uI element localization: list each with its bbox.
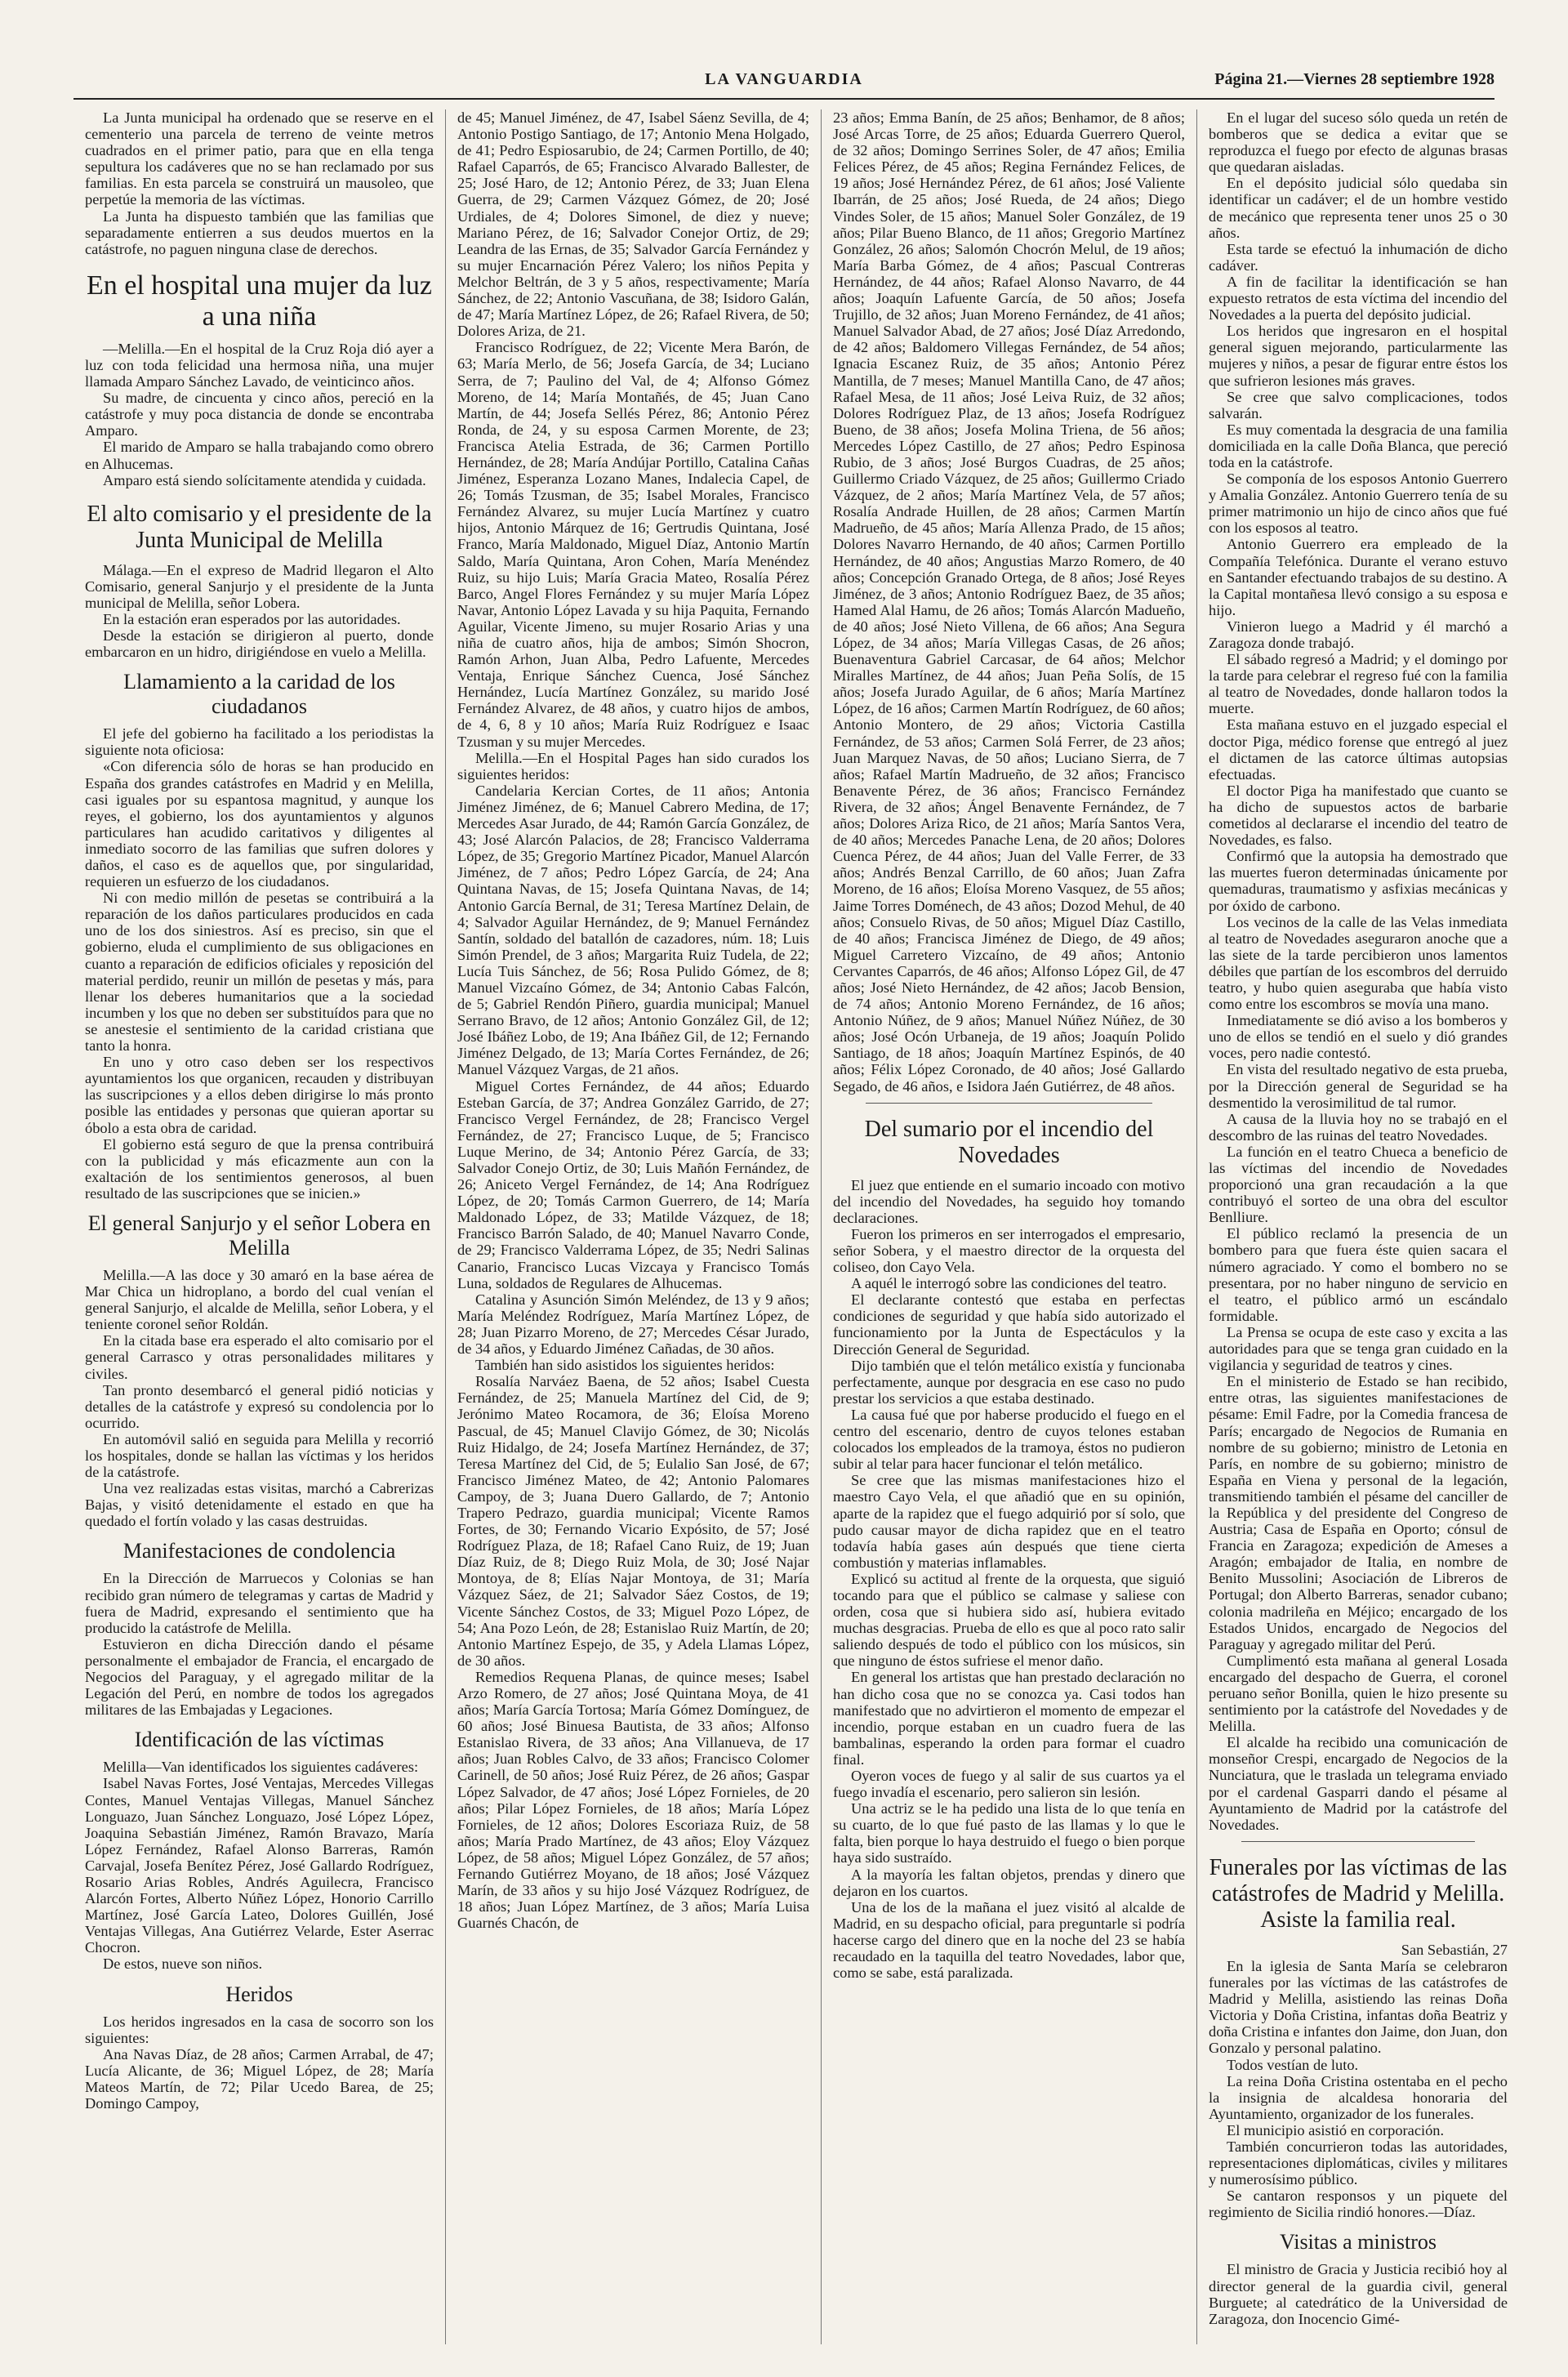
paragraph: Se cree que las mismas manifestaciones hizo el maestro Cayo Vela, el que añadió que en su opinión, aparte de la rapidez que el fuego adquirió por sí solo, que pudo causar mayor de dicha rapidez que en el teatro todavía había gases aún después que tiene cierta combustión y materias inflamables. [833,1472,1185,1571]
paragraph: A la mayoría les faltan objetos, prendas y dinero que dejaron en los cuartos. [833,1866,1185,1899]
paragraph: Se componía de los esposos Antonio Guerrero y Amalia González. Antonio Guerrero tenía de su primer matrimonio un hijo de cinco años que fué con los esposos al teatro. [1209,470,1508,537]
paragraph: Remedios Requena Planas, de quince meses; Isabel Arzo Romero, de 27 años; José Quintana Moya, de 41 años; María García Tortosa; María Gómez Domínguez, de 60 años; José Binuesa Bautista, de 33 años; Alfonso Estanislao Rivera, de 33 años; Ana Villanueva, de 17 años; Juan Robles Calvo, de 33 años; Francisco Colomer Carinell, de 50 años; José Ruiz Pérez, de 26 años; Gaspar López Salvador, de 47 años; José López Fornieles, de 20 años; Pilar López Fornieles, de 18 años; María López Fornieles, de 12 años; Dolores Escoriaza Ruiz, de 58 años; María Prado Martínez, de 43 años; Eloy Vázquez López, de 58 años; Miguel López González, de 57 años; Fernando Gutiérrez Moyano, de 18 años; José Vázquez Marín, de 33 años y su hijo José Vázquez Rodríguez, de 18 años; Juan López Martínez, de 3 años; María Luisa Guarnés Chacón, de [457,1668,809,1932]
headline-sanjurjo-lobera: El general Sanjurjo y el señor Lobera en Melilla [87,1211,431,1260]
paragraph: El jefe del gobierno ha facilitado a los periodistas la siguiente nota oficiosa: [85,725,434,759]
paragraph: El municipio asistió en corporación. [1227,2121,1445,2138]
column-1 [74,109,445,2344]
paragraph: El gobierno está seguro de que la prensa contribuirá con la publicidad y más eficazmente aun con la exaltación de los sentimientos generosos, al buen resultado de las suscripciones que se inicien.» [85,1135,434,1202]
paragraph: El declarante contestó que estaba en perfectas condiciones de seguridad y que había sido autorizado el funcionamiento por la Junta de Espectáculos y la Dirección General de Seguridad. [833,1291,1185,1358]
column-4 [1196,109,1519,2344]
paragraph: Ni con medio millón de pesetas se contribuirá a la reparación de los daños particulares producidos en cada uno de los dos siniestros. Así es preciso, sin que el gobierno, eluda el cumplimiento de sus obligaciones en cuanto a reparación de edificios oficiales y reposición del material perdido, reunir un millón de pesetas y más, para llenar los deberes humanitarios que a la sociedad incumben y los que no deben ser substituídos para que no se anestesie el sentimiento de la caridad cristiana que tanto la honra. [85,890,434,1055]
paragraph: En la estación eran esperados por las autoridades. [103,610,401,627]
paragraph: Esta mañana estuvo en el juzgado especial el doctor Piga, médico forense que entregó al juez el dictamen de las catorce últimas autopsias efectuadas. [1209,716,1508,783]
paragraph: El alcalde ha recibido una comunicación de monseñor Crespi, encargado de Negocios de la Nunciatura, que le traslada un telegrama enviado por el cardenal Gasparri dando el pésame al Ayuntamiento de Madrid por la catástrofe del Novedades. [1209,1734,1508,1833]
paragraph: El público reclamó la presencia de un bombero para que fuera éste quien sacara el número agraciado. Y como el bombero no se presentara, por no haber ninguno de servicio en el teatro, el público armó un escándalo formidable. [1209,1225,1508,1324]
paragraph: En uno y otro caso deben ser los respectivos ayuntamientos los que organicen, recauden y distribuyan las suscripciones y a ellos deben dirigirse lo más pronto posible las entidades y personas que quieran aportar su óbolo a esta obra de caridad. [85,1054,434,1136]
paragraph: La reina Doña Cristina ostentaba en el pecho la insignia de alcaldesa honoraria del Ayuntamiento, organizador de los funerales. [1209,2072,1508,2122]
paragraph: Fueron los primeros en ser interrogados el empresario, señor Sobera, y el maestro director de la orquesta del coliseo, don Cayo Vela. [833,1225,1185,1276]
paragraph: Una actriz se le ha pedido una lista de lo que tenía en su cuarto, de lo que fué pasto de las llamas y lo que le falta, bien porque lo haya destruido el fuego o bien porque haya sido sustraído. [833,1800,1185,1866]
paragraph: En general los artistas que han prestado declaración no han dicho cosa que no se conozca ya. Casi todos han manifestado que no advirtieron el momento de empezar el incendio, porque estaban en un cuadro fuera de las bambalinas, esperando la orden para formar el cuadro final. [833,1669,1185,1768]
article-columns [74,109,1519,2344]
section-divider [1241,1841,1475,1842]
headline-condolencia: Manifestaciones de condolencia [122,1539,396,1563]
paragraph: En la iglesia de Santa María se celebraron funerales por las víctimas de las catástrofes de Madrid y Melilla, asistiendo las reinas Doña Victoria y Doña Cristina, infantas doña Beatriz y doña Cristina e infantes don Jaime, don Juan, don Gonzalo y personal palatino. [1209,1957,1508,2057]
paragraph: La Junta municipal ha ordenado que se reserve en el cementerio una parcela de terreno de veinte metros cuadrados en el primer patio, para que en ella tenga sepultura los cadáveres que no se han reclamado por sus familias. En esta parcela se construirá un mausoleo, que perpetúe la memoria de las víctimas. [85,109,434,208]
newspaper-title: LA VANGUARDIA [705,70,863,88]
paragraph: A fin de facilitar la identificación se han expuesto retratos de esta víctima del incendio del Novedades a la puerta del depósito judicial. [1209,273,1508,323]
paragraph: El sábado regresó a Madrid; y el domingo por la tarde para celebrar el regreso fué con la familia al teatro de Novedades, donde hallaron todos la muerte. [1209,651,1508,717]
paragraph: En la Dirección de Marruecos y Colonias se han recibido gran número de telegramas y cartas de Madrid y fuera de Madrid, expresando el sentimiento que ha producido la catástrofe de Melilla. [85,1570,434,1636]
paragraph: Rosalía Narváez Baena, de 52 años; Isabel Cuesta Fernández, de 25; Manuela Martínez del Cid, de 9; Jerónimo Mateo Rocamora, de 36; Eloísa Moreno Pascual, de 45; Manuel Clavijo Gómez, de 30; Nicolás Ruiz Hidalgo, de 24; Josefa Martínez Hernández, de 37; Teresa Martínez del Cid, de 5; Eulalio San José, de 67; Francisco Jiménez Mateo, de 42; Antonio Palomares Campoy, de 3; Juana Duero Gallardo, de 7; Antonio Trapero Pedrazo, guardia municipal; Vicente Ramos Fortes, de 30; Fernando Vicario Expósito, de 57; José Rodríguez Plaza, de 18; Rafael Cano Ruiz, de 19; Juan Díaz Ruiz, de 8; Diego Ruiz Mola, de 30; José Najar Montoya, de 8; Elías Najar Montoya, de 31; María Vázquez Sáez, de 21; Salvador Sáez Costos, de 19; Vicente Sánchez Costos, de 33; Miguel Pozo López, de 54; Ana Pozo León, de 28; Estanislao Ruiz Martín, de 20; Antonio Martínez Espejo, de 35, y Adela Llamas López, de 30 años. [457,1373,809,1669]
dateline: San Sebastián, 27 [1401,1941,1508,1958]
paragraph: A causa de la lluvia hoy no se trabajó en el descombro de las ruinas del teatro Novedades. [1209,1110,1508,1144]
paragraph: Una vez realizadas estas visitas, marchó a Cabrerizas Bajas, y visitó detenidamente el estado en que ha quedado el fortín volado y las casas destruidas. [85,1480,434,1530]
paragraph: En el lugar del suceso sólo queda un retén de bomberos que se dedica a evitar que se reproduzca el fuego por efecto de algunas brasas que quedaran aisladas. [1209,109,1508,176]
paragraph: Confirmó que la autopsia ha demostrado que las muertes fueron determinadas únicamente por quemaduras, traumatismo y asfixias mecánicas y por óxido de carbono. [1209,848,1508,914]
paragraph: Dijo también que el telón metálico existía y funcionaba perfectamente, aunque por desgracia en ese caso no pudo prestar los servicios a que estaba destinado. [833,1357,1185,1407]
paragraph: Amparo está siendo solícitamente atendida y cuidada. [103,471,426,488]
paragraph: Melilla—Van identificados los siguientes cadáveres: [103,1759,419,1776]
paragraph: A aquél le interrogó sobre las condiciones del teatro. [851,1275,1167,1292]
paragraph: Tan pronto desembarcó el general pidió noticias y detalles de la catástrofe y expresó su condolencia por lo ocurrido. [85,1381,434,1431]
paragraph: Málaga.—En el expreso de Madrid llegaron el Alto Comisario, general Sanjurjo y el presidente de la Junta municipal de Melilla, señor Lobera. [85,561,434,611]
paragraph: —Melilla.—En el hospital de la Cruz Roja dió ayer a luz con toda felicidad una hermosa niña, una mujer llamada Amparo Sánchez Lavado, de veinticinco años. [85,340,434,390]
paragraph: 23 años; Emma Banín, de 25 años; Benhamor, de 8 años; José Arcas Torre, de 25 años; Eduarda Guerrero Querol, de 32 años; Domingo Serrines Soler, de 47 años; Emilia Felices Pérez, de 45 años; Regina Fernández Felices, de 19 años; José Hernández Pérez, de 61 años; José Valiente Ibarrán, de 25 años; José Rueda, de 24 años; Diego Vindes Soler, de 15 años; Manuel Soler González, de 19 años; Pilar Bueno Blanco, de 11 años; Gregorio Martínez González, 26 años; Salomón Chocrón Melul, de 19 años; María Barba Gómez, de 4 años; Pascual Contreras Hernández, de 44 años; Rafael Alonso Navarro, de 44 años; Joaquín Lafuente García, de 50 años; Josefa Trujillo, de 32 años; Juan Moreno Fernández, de 41 años; Manuel Salvador Abad, de 27 años; José Díaz Arredondo, de 42 años; Baldomero Villegas Fernández, de 54 años; Ignacia Escanez Ruiz, de 35 años; Antonio Pérez Mantilla, de 7 meses; Manuel Mantilla Cano, de 47 años; Rafael Mesa, de 11 años; José Leiva Ruiz, de 32 años; Dolores Rodríguez Plaz, de 13 años; Josefa Rodríguez Bueno, de 38 años; Josefa Molina Triena, de 56 años; Mercedes López Castillo, de 27 años; Pedro Espinosa Rubio, de 3 años; José Burgos Cuadras, de 25 años; Guillermo Criado Vázquez, de 25 años; Guillermo Criado Vázquez, de 2 años; María Martínez Vela, de 57 años; Rosalía Andrade Huillen, de 28 años; Carmen Martín Madrueño, de 45 años; María Allenza Prado, de 15 años; Dolores Navarro Hernando, de 40 años; Carmen Portillo Hernández, de 40 años; Angustias Marzo Romero, de 40 años; Concepción Granado Ortega, de 8 años; José Reyes Jiménez, de 3 años; Antonio Rodríguez Baez, de 35 años; Hamed Alal Hamu, de 26 años; Tomás Alarcón Madueño, de 40 años; José Nieto Villena, de 66 años; Ana Segura López, de 34 años; María Villegas Casas, de 26 años; Buenaventura Gabriel Carcasar, de 64 años; Melchor Miralles Martínez, de 44 años; Juan Peña Solís, de 15 años; Josefa Jurado Aguilar, de 6 años; María Martínez López, de 16 años; Carmen Martín Rodríguez, de 60 años; Antonio Montero, de 29 años; Victoria Castilla Fernández, de 53 años; Carmen Solá Ferrer, de 23 años; Juan Marquez Navas, de 50 años; Luciano Sierra, de 7 años; Rafael Martín Madrueño, de 32 años; Francisco Benavente Pérez, de 36 años; Francisco Fernández Rivera, de 32 años; Ángel Benavente Fernández, de 7 años; Dolores Ariza Rico, de 21 años; María Santos Vera, de 40 años; Mercedes Panache Lena, de 20 años; Dolores Cuenca Pérez, de 44 años; Juan del Valle Ferrer, de 33 años; Andrés Benzal Carrillo, de 60 años; Juan Zafra Moreno, de 16 años; Eloísa Moreno Vasquez, de 55 años; Jaime Torres Doménech, de 43 años; Dozod Mehul, de 40 años; Consuelo Rivas, de 50 años; Miguel Díaz Castillo, de 40 años; Francisca Jiménez de Diego, de 49 años; Miguel Carretero Vizcaíno, de 49 años; Antonio Cervantes Caparrós, de 46 años; Alfonso López Gil, de 47 años; José Nieto Hernández, de 42 años; Jacob Bension, de 74 años; Antonio Moreno Fernández, de 16 años; Antonio Núñez, de 9 años; Manuel Núñez Núñez, de 30 años; José Ocón Urbaneja, de 19 años; Joaquín Polido Santiago, de 18 años; Joaquín Martínez Espinós, de 40 años; Félix López Coronado, de 40 años; José Gallardo Segado, de 46 años, e Isidora Jaén Gutiérrez, de 48 años. [833,109,1185,1095]
paragraph: En el depósito judicial sólo quedaba sin identificar un cadáver; el de un hombre vestido de mecánico que representa tener unos 25 o 30 años. [1209,175,1508,241]
paragraph: Antonio Guerrero era empleado de la Compañía Telefónica. Durante el verano estuvo en Santander efectuando trabajos de su destino. A la Capital montañesa llevó consigo a su esposa e hijo. [1209,536,1508,618]
paragraph: Inmediatamente se dió aviso a los bomberos y uno de ellos se tendió en el suelo y dió grandes voces, pero nadie contestó. [1209,1012,1508,1062]
paragraph: Explicó su actitud al frente de la orquesta, que siguió tocando para que el público se calmase y saliese con orden, cosa que si hubiera sido así, hubiera evitado muchas desgracias. Prueba de ello es que al poco rato salir saliendo después de todo el público con los músicos, sin que ninguno de éstos sufriese el menor daño. [833,1570,1185,1670]
headline-identificacion: Identificación de las víctimas [134,1728,385,1752]
paragraph: En vista del resultado negativo de esta prueba, por la Dirección general de Seguridad se ha desmentido la verosimilitud de tal rumor. [1209,1061,1508,1111]
paragraph: Los vecinos de la calle de las Velas inmediata al teatro de Novedades aseguraron anoche que a las siete de la tarde percibieron unos lamentos débiles que partían de los escombros del derruido teatro, y hubo quien aseguraba que había visto como entre los escombros se movía una mano. [1209,913,1508,1013]
paragraph: de 45; Manuel Jiménez, de 47, Isabel Sáenz Sevilla, de 4; Antonio Postigo Santiago, de 17; Antonio Mena Holgado, de 41; Pedro Espiosarubio, de 24; Carmen Portillo, de 40; Rafael Caparrós, de 65; Francisco Alvarado Ballester, de 25; José Haro, de 12; Antonio Pérez, de 33; Juan Elena Guerra, de 29; Carmen Vázquez Gómez, de 20; José Urdiales, de 4; Dolores Simonel, de diez y nueve; Mariano Pérez, de 16; Salvador Conejor Ortiz, de 29; Leandra de las Ernas, de 35; Salvador García Fernández y su mujer Encarnación Pérez Valero; los niños Pepita y Melchor Beltrán, de 3 y 5 años, respectivamente; María Sánchez, de 22; Antonio Vascuñana, de 38; Isidoro Galán, de 47; María Martínez López, de 26; Rafael Rivera, de 50; Dolores Ariza, de 21. [457,109,809,340]
paragraph: El ministro de Gracia y Justicia recibió hoy al director general de la guardia civil, general Burguete; al catedrático de la Universidad de Zaragoza, don Inocencio Gimé- [1209,2261,1508,2327]
section-divider [866,1103,1152,1104]
paragraph: El doctor Piga ha manifestado que cuanto se ha dicho de supuestos actos de barbarie cometidos al declararse el incendio del teatro de Novedades, es falso. [1209,782,1508,849]
paragraph: Ana Navas Díaz, de 28 años; Carmen Arrabal, de 47; Lucía Alicante, de 36; Miguel López, de 28; María Mateos Martín, de 72; Pilar Ucedo Barea, de 25; Domingo Campoy, [85,2045,434,2112]
paragraph: Oyeron voces de fuego y al salir de sus cuartos ya el fuego invadía el escenario, pero salieron sin lesión. [833,1768,1185,1801]
headline-hospital: En el hospital una mujer da luz a una niña [87,270,432,332]
paragraph: También han sido asistidos los siguientes heridos: [475,1357,775,1374]
paragraph: Melilla.—En el Hospital Pages han sido curados los siguientes heridos: [457,749,809,783]
paragraph: Los heridos que ingresaron en el hospital general siguen mejorando, particularmente las mujeres y niños, a pesar de figurar entre éstos los que sufrieron lesiones más graves. [1209,323,1508,389]
paragraph: Catalina y Asunción Simón Meléndez, de 13 y 9 años; María Meléndez Rodríguez, María Martínez López, de 28; Juan Pizarro Moreno, de 27; Mercedes César Jurado, de 34 años, y Eduardo Jiménez Cañadas, de 30 años. [457,1291,809,1358]
paragraph: En el ministerio de Estado se han recibido, entre otras, las siguientes manifestaciones de pésame: Emil Fadre, por la Comedia francesa de París; encargado de Negocios de Rumania en nombre de su gobierno; ministro de Letonia en París, en nombre de su gobierno; ministro de España en Viena y personal de la legación, transmitiendo también el pésame del canciller de la República y del presidente del Congreso de Austria; Casa de España en Oporto; cónsul de Francia en Zaragoza; expedición de Ameses a Aragón; embajador de Italia, en nombre de Benito Mussolini; Asociación de Libreros de Portugal; don Alberto Barreras, senador cubano; colonia madrileña en Méjico; encargado de los Estados Unidos, encargado de Negocios del Paraguay y agregado militar del Perú. [1209,1373,1508,1652]
paragraph: La Junta ha dispuesto también que las familias que separadamente entierren a sus deudos muertos en la catástrofe, no paguen ninguna clase de derechos. [85,207,434,257]
paragraph: El juez que entiende en el sumario incoado con motivo del incendio del Novedades, ha seguido hoy tomando declaraciones. [833,1176,1185,1226]
paragraph: También concurrieron todas las autoridades, representaciones diplomáticas, civiles y militares y numerosísimo público. [1209,2138,1508,2188]
paragraph: En la citada base era esperado el alto comisario por el general Carrasco y otras personalidades militares y civiles. [85,1332,434,1382]
page-info: Página 21.—Viernes 28 septiembre 1928 [1214,70,1494,88]
paragraph: Los heridos ingresados en la casa de socorro son los siguientes: [85,2013,434,2046]
paragraph: Es muy comentada la desgracia de una familia domiciliada en la calle Doña Blanca, que pereció toda en la catástrofe. [1209,421,1508,470]
headline-heridos: Heridos [225,1982,293,2006]
paragraph: Isabel Navas Fortes, José Ventajas, Mercedes Villegas Contes, Manuel Ventajas Villegas, Manuel Sánchez Longuazo, Juan Sánchez Longuazo, José López López, Joaquina Sebastián Jiménez, Ramón Bravazo, María López Fernández, Rafael Alonso Barreras, Ramón Carvajal, Josefa Benítez Pérez, José Gallardo Rodríguez, Rosario Arias Robles, Andrés Aguilecra, Francisco Alarcón Fortes, Alberto Núñez López, Honorio Carrillo Martínez, José García Lateo, Dolores Guillén, José Ventajas Villegas, Ana Gutiérrez Velarde, Ester Aserrac Chocron. [85,1775,434,1956]
paragraph: Su madre, de cincuenta y cinco años, pereció en la catástrofe y muy poca distancia de donde se encontraba Amparo. [85,390,434,439]
headline-funerales: Funerales por las víctimas de las catástrofes de Madrid y Melilla. Asiste la familia real. [1209,1854,1508,1933]
paragraph: Vinieron luego a Madrid y él marchó a Zaragoza donde trabajó. [1209,618,1508,651]
paragraph: Se cree que salvo complicaciones, todos salvarán. [1209,388,1508,421]
paragraph: Estuvieron en dicha Dirección dando el pésame personalmente el embajador de Francia, el encargado de Negocios del Paraguay, y el agregado militar de la Legación del Perú, en nombre de todos los agregados militares de las Embajadas y Legaciones. [85,1635,434,1719]
paragraph: Todos vestían de luto. [1227,2056,1359,2073]
paragraph: La Prensa se ocupa de este caso y excita a las autoridades para que se tenga gran cuidado en la vigilancia y seguridad de teatros y cines. [1209,1323,1508,1374]
paragraph: Una de los de la mañana el juez visitó al alcalde de Madrid, en su despacho oficial, para preguntarle si podría hacerse cargo del dinero que en la noche del 23 se había recaudado en la taquilla del teatro Novedades, labor que, como se sabe, está paralizada. [833,1898,1185,1982]
paragraph: Melilla.—A las doce y 30 amaró en la base aérea de Mar Chica un hidroplano, a bordo del cual venían el general Sanjurjo, el alcalde de Melilla, señor Lobera, y el teniente coronel señor Roldán. [85,1266,434,1333]
masthead [74,70,1494,100]
paragraph: De estos, nueve son niños. [103,1956,263,1973]
headline-visitas-ministros: Visitas a ministros [1280,2230,1437,2254]
paragraph: El marido de Amparo se halla trabajando como obrero en Alhucemas. [85,439,434,472]
column-2 [445,109,821,2344]
column-3 [821,109,1196,2344]
paragraph: Se cantaron responsos y un piquete del regimiento de Sicilia rindió honores.—Díaz. [1209,2187,1508,2221]
paragraph: La función en el teatro Chueca a beneficio de las víctimas del incendio de Novedades proporcionó una gran recaudación a la que contribuyó el sorteo de una obra del escultor Benlliure. [1209,1143,1508,1226]
paragraph: Miguel Cortes Fernández, de 44 años; Eduardo Esteban García, de 37; Andrea González Garrido, de 27; Francisco Vergel Fernández, de 28; Francisco Vergel Fernández, de 27; Francisco Luque, de 5; Francisco Luque Merino, de 34; Antonio Pérez García, de 33; Salvador Conejo Ortiz, de 30; Luis Mañón Fernández, de 26; Aniceto Vergel Fernández, de 14; Ana Rodríguez López, de 20; Tomás Carmon Guerrero, de 14; María Maldonado López, de 33; Matilde Vázquez, de 18; Francisco Barrón Salado, de 40; Manuel Navarro Conde, de 29; Francisco Valderrama López, de 35; Nedri Salinas Canario, Francisco Lucas Vizcaya y Francisco Tomás Luna, soldados de Regulares de Alhucemas. [457,1077,809,1291]
paragraph: Desde la estación se dirigieron al puerto, donde embarcaron en un hidro, dirigiéndose en vuelo a Melilla. [85,627,434,661]
headline-sumario-novedades: Del sumario por el incendio del Novedades [864,1116,1154,1168]
paragraph: «Con diferencia sólo de horas se han producido en España dos grandes catástrofes en Madrid y en Melilla, casi iguales por su espantosa magnitud, y aunque los reyes, el gobierno, los dos ayuntamientos y algunos particulares han acudido caritativos y diligentes al inmediato socorro de las familias que sufren dolores y daños, el caso es de aquellos que, por singularidad, requieren un esfuerzo de los ciudadanos. [85,758,434,890]
headline-alto-comisario: El alto comisario y el presidente de la Junta Municipal de Melilla [87,501,432,553]
paragraph: En automóvil salió en seguida para Melilla y recorrió los hospitales, donde se hallan las víctimas y los heridos de la catástrofe. [85,1430,434,1481]
paragraph: Cumplimentó esta mañana al general Losada encargado del despacho de Guerra, el coronel peruano señor Bonilla, quien le hizo presente su sentimiento por la catástrofe del Novedades y de Melilla. [1209,1652,1508,1735]
paragraph: Esta tarde se efectuó la inhumación de dicho cadáver. [1209,240,1508,274]
paragraph: La causa fué que por haberse producido el fuego en el centro del escenario, dentro de cuyos telones estaban colocados los empleados de la tramoya, éstos no pudieron subir al telar para hacer funcionar el telón metálico. [833,1406,1185,1473]
headline-llamamiento: Llamamiento a la caridad de los ciudadanos [123,670,395,719]
paragraph: Candelaria Kercian Cortes, de 11 años; Antonia Jiménez Jiménez, de 6; Manuel Cabrero Medina, de 17; Mercedes Asar Jurado, de 44; Ramón García González, de 43; José Alarcón Palacios, de 28; Francisco Valderrama López, de 35; Gregorio Martínez Picador, Manuel Alarcón Jiménez, de 7 años; Pedro López García, de 24; Ana Quintana Navas, de 15; Josefa Quintana Navas, de 14; Antonio García Bernal, de 31; Teresa Martínez Delain, de 4; Salvador Aguilar Hernández, de 9; Manuel Fernández Santín, soldado del batallón de cazadores, núm. 18; Luis Simón Prendel, de 3 años; Margarita Ruiz Tudela, de 22; Lucía Tuis Sánchez, de 56; Rosa Pulido Gómez, de 8; Manuel Vizcaíno Gómez, de 34; Antonio Cabas Falcón, de 5; Gabriel Rendón Piñero, guardia municipal; Manuel Serrano Bravo, de 12 años; Antonio González Gil, de 12; José Ibáñez Lobo, de 19; Ana Ibáñez Gil, de 12; Fernando Jiménez Delgado, de 13; María Cortes Fernández, de 26; Manuel Vázquez Vargas, de 21 años. [457,782,809,1078]
paragraph: Francisco Rodríguez, de 22; Vicente Mera Barón, de 63; María Merlo, de 56; Josefa García, de 34; Luciano Serra, de 7; Paulino del Val, de 4; Alfonso Gómez Moreno, de 14; María Montañés, de 45; Juan Cano Martín, de 44; Josefa Sellés Pérez, 86; Antonio Pérez Ronda, de 24, y su esposa Carmen Morente, de 23; Francisca Atelia Estrada, de 36; Carmen Portillo Hernández, de 28; María Andújar Portillo, Catalina Cañas Jiménez, Esperanza Lozano Manes, Indalecia Capel, de 26; Tomás Tzusman, de 35; Isabel Morales, Francisco Fernández Alvarez, su mujer Lucía Martínez y cuatro hijos, Antonio Márquez de 16; Gertrudis Quintana, José Franco, María Maldonado, Miguel Díaz, Antonio Martín Saldo, María Quintana, Aron Cohen, María Menéndez Ruiz, su hijo Luis; María Gracia Mateo, Rosalía Pérez Barco, Angel Flores Fernández y su mujer María López Navar, Antonio López Lavada y su hija Paquita, Fernando Aguilar, Vicente Jimeno, su mujer Rosario Arias y una niña de cuatro años, hija de ambos; Simón Shocron, Ramón Arhon, Juan Alba, Pedro Lafuente, Mercedes Ventaja, Enrique Sánchez Cuenca, José Sánchez Hernández, Lucía Martínez González, su marido José Fernández Alvarez, de 48 años, y cuatro hijos de ambos, de 4, 6, 8 y 10 años; María Ruiz Rodríguez e Isaac Tzusman y su mujer Mercedes. [457,339,809,750]
